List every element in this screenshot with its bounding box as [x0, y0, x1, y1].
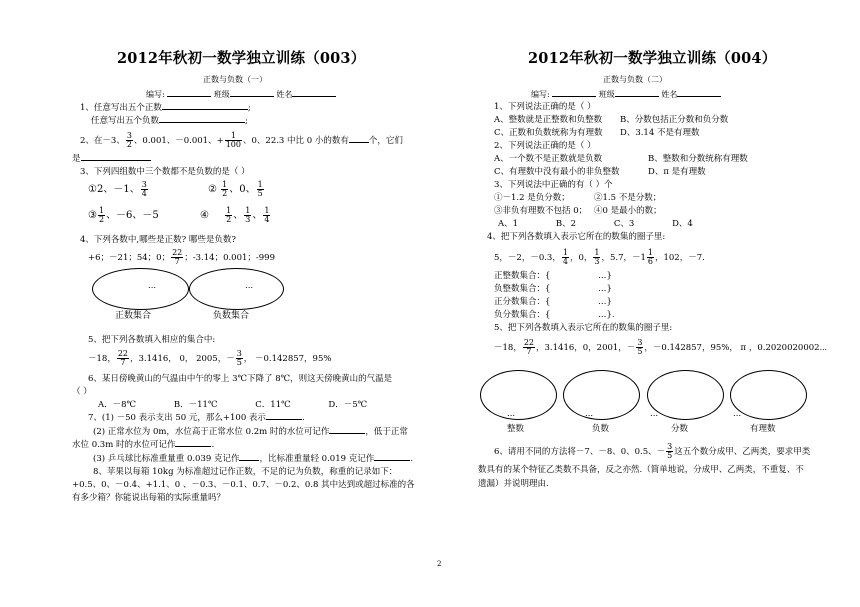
left-q3-opt2: ② $\frac{1}{2}$ 、0、 $\frac{1}{5}$ — [208, 180, 263, 198]
right-q1: 1、下列说法正确的是（ ） — [494, 102, 596, 112]
left-q3-opt4-text: ④ — [200, 210, 209, 221]
left-q3-opt3-text: ③ — [88, 210, 97, 221]
rational-circle-dots: ... — [733, 409, 742, 419]
integer-circle — [480, 370, 557, 420]
left-q7c: 水位 0.3m 时的水位可记作 . — [72, 440, 215, 450]
rational-circle — [730, 370, 807, 420]
left-q3-opt1-text: ①2、－1、 — [88, 184, 140, 195]
right-meta-name: 姓名 — [661, 90, 678, 99]
left-q7b: (2) 正常水位为 0m，水位高于正常水位 0.2m 时的水位可记作 ，低于正常 — [93, 427, 408, 437]
right-q6: 6、请用不同的方法将－7、－8、0、0.5、－ $\frac{3}{5}$ 这五个数分成甲、乙两类，要求甲类 — [494, 442, 811, 460]
right-q2-c: C、有理数中没有最小的非负整数 — [494, 167, 620, 177]
negative-circle — [563, 370, 640, 420]
right-q6b: 数具有的某个特征乙类数不具备，反之亦然.（简单地说，分成甲、乙两类，不重复、不 — [478, 465, 804, 475]
right-q4-list: 5，－2，－0.3， $\frac{1}{4}$ ，0， $\frac{1}{3}$ ，5.7，－1 $\frac{1}{6}$ ，102，－7. — [494, 248, 705, 266]
right-q3-options: A、1 B、2 C、3 D、4 — [498, 219, 693, 229]
fraction-circle-dots: ... — [650, 409, 659, 419]
set-positive-fractions-end: …} — [598, 297, 612, 307]
positive-set-label: 正数集合 — [115, 311, 152, 321]
left-q2-mid: 、0.001、－0.001、+ — [133, 136, 224, 146]
left-q6a: 6、某日傍晚黄山的气温由中午的零上 3℃下降了 8℃，则这天傍晚黄山的气温是 — [88, 374, 393, 384]
left-q6-options: A．－8℃ B．－11℃ C．11℃ D．－5℃ — [98, 400, 368, 410]
right-q2: 2、下列说法正确的是（ ） — [494, 141, 596, 151]
right-q2-b: B、整数和分数统称有理数 — [648, 154, 748, 164]
page-number: 2 — [437, 560, 442, 568]
right-q4: 4、把下列各数填入表示它所在的数集的圈子里: — [487, 232, 666, 242]
right-q1-a: A、整数就是正整数和负整数 — [494, 115, 603, 125]
right-q1-d: D、3.14 不是有理数 — [620, 128, 700, 138]
left-q3-opt4: ④ $\frac{1}{2}$ 、 $\frac{1}{3}$ 、 $\frac{1}{4}$ — [200, 206, 270, 224]
right-q1-c: C、正数和负数统称为有理数 — [494, 128, 603, 138]
left-q3: 3、下列四组数中三个数都不是负数的是（ ） — [80, 167, 250, 177]
left-q4-list: +6；－21；54；0； $\frac{22}{7}$ ；-3.14；0.001；-999 — [88, 248, 275, 266]
left-meta — [146, 91, 336, 99]
left-q6b: （ ） — [72, 387, 92, 397]
left-q8c: 有多少箱？你能说出每箱的实际重量吗？ — [72, 493, 226, 503]
right-title: 2012年秋初一数学独立训练（004） — [528, 50, 777, 67]
right-q5-list: －18， $\frac{22}{7}$ ，3.1416，0，2001，－ $\frac{3}{5}$ ，－0.142857，95%， π ，0.2020020002⋯ — [494, 338, 828, 356]
left-q2-pre: 2、在－3、 — [80, 136, 125, 146]
positive-set-ellipse — [92, 268, 189, 310]
left-q3-opt3: ③ $\frac{1}{2}$ 、－6、－5 — [88, 206, 159, 224]
right-q3-1: ①－1.2 是负分数； — [494, 193, 570, 203]
negative-circle-dots: ... — [585, 409, 594, 419]
set-positive-integers-end: …} — [598, 271, 612, 281]
negative-circle-label: 负数 — [592, 424, 610, 434]
right-q3-4: ④0 是最小的数； — [594, 206, 662, 216]
left-q1b-text: 任意写出五个负数 — [91, 116, 160, 126]
right-q5: 5、把下列各数填入表示它所在的数集的圈子里: — [494, 323, 673, 333]
left-meta-author: 编写: — [146, 90, 165, 99]
left-meta-name: 姓名 — [276, 90, 293, 99]
set-negative-fractions: 负分数集合：{ — [494, 310, 551, 320]
left-q3-opt1: ①2、－1、 $\frac{3}{4}$ — [88, 180, 147, 198]
left-q5: 5、把下列各数填入相应的集合中: — [88, 335, 216, 345]
left-subtitle: 正数与负数（一） — [203, 75, 267, 84]
left-q1a: 1、任意写出五个正数 ; — [80, 103, 251, 113]
right-q3-3: ③非负有理数不包括 0； — [494, 206, 588, 216]
right-q6c: 遗漏）并说明理由. — [478, 479, 549, 489]
left-q4: 4、下列各数中,哪些是正数? 哪些是负数? — [80, 235, 236, 245]
left-q7d: (3) 乒乓球比标准重量重 0.039 克记作 ，比标准重量轻 0.019 克记作 . — [93, 454, 413, 464]
fraction-circle — [647, 370, 724, 420]
integer-circle-dots: ... — [507, 409, 516, 419]
left-title: 2012年秋初一数学独立训练（003） — [117, 50, 366, 67]
positive-set-dots: ... — [148, 281, 157, 291]
right-q3: 3、下列说法中正确的有（ ）个 — [494, 180, 613, 190]
left-q8a: 8、苹果以每箱 10kg 为标准超过记作正数，不足的记为负数，称重的记录如下： — [93, 467, 398, 477]
negative-set-label: 负数集合 — [213, 311, 250, 321]
set-negative-integers: 负整数集合：{ — [494, 284, 551, 294]
negative-set-dots: ... — [245, 281, 254, 291]
left-q3-opt2-text: ② — [208, 184, 217, 195]
right-meta-class: 班级 — [598, 90, 615, 99]
right-subtitle: 正数与负数（二） — [603, 75, 667, 84]
right-meta-author: 编写: — [531, 90, 550, 99]
right-q3-2: ②1.5 不是分数； — [594, 193, 662, 203]
set-positive-fractions: 正分数集合：{ — [494, 297, 551, 307]
right-q2-a: A、一个数不是正数就是负数 — [494, 154, 603, 164]
left-q1b: 任意写出五个负数 ; — [91, 116, 248, 126]
left-q2 — [80, 132, 403, 149]
right-meta — [531, 91, 721, 99]
negative-set-ellipse — [189, 268, 284, 310]
left-q7a: 7、(1) －50 表示支出 50 元，那么+100 表示 . — [88, 413, 305, 423]
left-q2-line2-text: 是 — [72, 154, 81, 164]
left-q2-post: 、0、22.3 中比 0 小的数有 — [243, 136, 349, 146]
set-positive-integers: 正整数集合：{ — [494, 271, 551, 281]
right-q2-d: D、π 是有理数 — [648, 167, 706, 177]
left-q1a-text: 1、任意写出五个正数 — [80, 103, 162, 113]
set-negative-integers-end: …} — [598, 284, 612, 294]
fraction-circle-label: 分数 — [671, 424, 689, 434]
left-q2-frac2: $\frac{1}{100}$ — [225, 131, 241, 149]
rational-circle-label: 有理数 — [750, 424, 776, 434]
left-meta-class: 班级 — [213, 90, 230, 99]
left-q2-line2 — [72, 155, 151, 164]
right-q1-b: B、分数包括正分数和负分数 — [620, 115, 729, 125]
left-q8b: +0.5、0、－0.4、+1.1、0 、－0.3、－0.1、0.7、－0.2、0.8 其中达到或超过标准的各 — [72, 480, 415, 490]
integer-circle-label: 整数 — [507, 424, 525, 434]
set-negative-fractions-end: …}. — [598, 310, 615, 320]
left-q2-post2: 个，它们 — [368, 136, 403, 146]
left-q5-list: －18， $\frac{22}{7}$ ，3.1416， 0， 2005，－ $\frac{3}{5}$ ， －0.142857，95% — [88, 349, 332, 367]
left-q2-frac1: $\frac{3}{2}$ — [126, 131, 132, 149]
